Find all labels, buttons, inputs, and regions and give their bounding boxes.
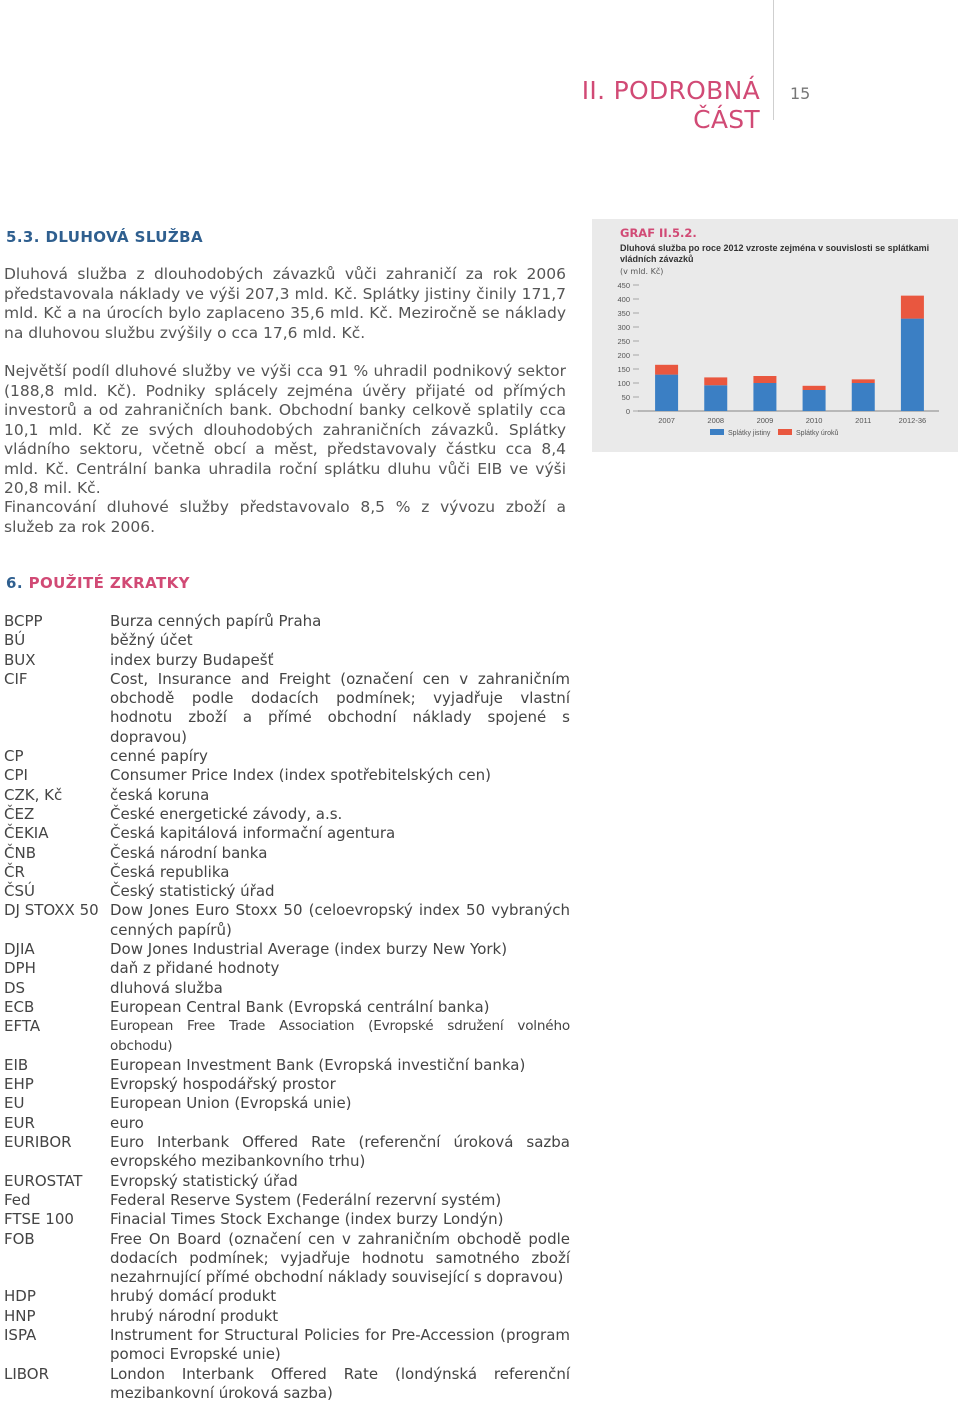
bar-interest	[655, 365, 678, 375]
abbreviation-term: ČNB	[4, 843, 36, 862]
abbreviation-row	[4, 651, 570, 670]
abbreviation-row	[4, 901, 570, 940]
abbreviation-row	[4, 1326, 570, 1365]
chart-unit: (v mld. Kč)	[620, 267, 664, 276]
header-divider	[773, 0, 774, 120]
y-tick-label: 300	[617, 323, 630, 332]
x-tick-label: 2009	[756, 416, 774, 425]
bar-interest	[901, 296, 924, 319]
abbreviation-row	[4, 766, 570, 785]
abbreviation-term: EFTA	[4, 1017, 41, 1036]
x-tick-label: 2008	[707, 416, 725, 425]
abbreviation-definition: hrubý národní produkt	[110, 1306, 279, 1325]
bar-interest	[803, 386, 826, 390]
abbreviation-term: Fed	[4, 1190, 31, 1209]
abbreviation-term: DJIA	[4, 940, 35, 959]
bar-principal	[753, 383, 776, 411]
chapter-title: II. PODROBNÁ ČÁST	[581, 76, 760, 134]
abbreviation-definition: Instrument for Structural Policies for Pre-Accession (program pomoci Evropské unie)	[110, 1325, 570, 1364]
abbreviation-definition: Burza cenných papírů Praha	[110, 612, 322, 630]
abbreviation-definition: London Interbank Offered Rate (londýnská referenční mezibankovní úroková sazba)	[110, 1364, 570, 1402]
y-tick-label: 150	[617, 365, 630, 374]
abbreviation-term: EUR	[4, 1113, 35, 1132]
abbreviation-term: ČSÚ	[4, 882, 35, 901]
abbreviation-term: CZK, Kč	[4, 785, 63, 804]
abbreviation-term: CP	[4, 747, 24, 766]
abbreviation-row	[4, 747, 570, 766]
abbreviation-term: EU	[4, 1094, 25, 1113]
y-tick-label: 400	[617, 295, 630, 304]
abbreviation-row	[4, 1075, 570, 1094]
x-tick-label: 2007	[658, 416, 675, 425]
abbreviation-term: EIB	[4, 1055, 29, 1074]
abbreviation-row	[4, 1133, 570, 1172]
abbreviation-list	[4, 612, 570, 1403]
bar-interest	[704, 377, 727, 385]
y-tick-label: 450	[617, 281, 630, 290]
y-tick-label: 250	[617, 337, 630, 346]
paragraph-1: Dluhová služba z dlouhodobých závazků vůči zahraničí za rok 2006 představovala náklady ve výši 207,3 mld. Kč. Splátky jistiny činily 171,7 mld. Kč a na úrocích bylo zaplaceno 35,6 mld. Kč. Meziročně se náklady na dluhovou službu zvýšily o cca 17,6 mld. Kč.	[4, 265, 566, 342]
abbreviation-definition: České energetické závody, a.s.	[110, 804, 343, 823]
abbreviation-definition: European Union (Evropská unie)	[110, 1094, 352, 1113]
abbreviation-term: CIF	[4, 669, 28, 688]
y-tick-label: 100	[617, 379, 630, 388]
abbreviation-definition: hrubý domácí produkt	[110, 1287, 277, 1306]
abbreviation-definition: index burzy Budapešť	[110, 650, 274, 669]
paragraph-2: Největší podíl dluhové služby ve výši cca 91 % uhradil podnikový sektor (188,8 mld. Kč). Podniky splácely zejména úvěry přijaté od přímých investorů a od zahraničních bank. Obchodní banky celkově splatily cca 10,1 mld. Kč ze svých dlouhodobých zahraničních závazků. Splátky vládního sektoru, včetně obcí a měst, představovaly částku cca 8,4 mld. Kč. Centrální banka uhradila roční splátku dluhu vůči EIB ve výši 20,8 mil. Kč.	[4, 362, 566, 497]
abbreviation-row	[4, 998, 570, 1017]
abbreviation-definition: Evropský hospodářský prostor	[110, 1075, 336, 1094]
abbreviation-definition: Česká národní banka	[110, 843, 268, 862]
y-tick-label: 0	[625, 407, 630, 416]
abbreviation-definition: Český statistický úřad	[110, 882, 275, 901]
abbreviation-term: DPH	[4, 959, 36, 978]
abbreviation-definition: Euro Interbank Offered Rate (referenční úroková sazba evropského mezibankovního trhu)	[110, 1133, 570, 1171]
abbreviation-row	[4, 1191, 570, 1210]
abbreviation-row	[4, 805, 570, 824]
abbreviation-term: EUROSTAT	[4, 1171, 83, 1190]
abbreviation-row	[4, 824, 570, 843]
abbreviation-definition: Finacial Times Stock Exchange (index burzy Londýn)	[110, 1210, 504, 1229]
abbreviation-definition: daň z přidané hodnoty	[110, 959, 280, 978]
abbreviation-row	[4, 612, 570, 631]
abbreviation-row	[4, 940, 570, 959]
y-tick-label: 50	[621, 393, 630, 402]
bar-principal	[901, 319, 924, 411]
abbreviation-term: EURIBOR	[4, 1133, 72, 1152]
legend-label: Splátky úroků	[796, 430, 839, 437]
abbreviation-definition: Free On Board (označení cen v zahraničním obchodě podle dodacích podmínek; vyjadřuje hodnotu samotného zboží nezahrnující přímé obchodní náklady související s dopravou)	[110, 1229, 570, 1287]
legend-label: Splátky jistiny	[728, 430, 771, 437]
abbreviation-row	[4, 979, 570, 998]
section-heading-abbreviations	[6, 574, 190, 592]
abbreviation-term: ECB	[4, 997, 35, 1016]
abbreviation-row	[4, 863, 570, 882]
abbreviation-definition: euro	[110, 1113, 144, 1132]
abbreviation-definition: European Free Trade Association (Evropské sdružení volného obchodu)	[110, 1018, 570, 1054]
section-title: POUŽITÉ ZKRATKY	[28, 574, 190, 592]
abbreviation-term: ČEZ	[4, 804, 35, 823]
x-tick-label: 2010	[805, 416, 823, 425]
abbreviation-term: ČR	[4, 862, 25, 881]
abbreviation-term: HNP	[4, 1306, 36, 1325]
abbreviation-definition: European Central Bank (Evropská centrální banka)	[110, 997, 490, 1016]
abbreviation-term: EHP	[4, 1075, 34, 1094]
abbreviation-definition: Evropský statistický úřad	[110, 1171, 298, 1190]
y-tick-label: 200	[617, 351, 630, 360]
abbreviation-row	[4, 670, 570, 747]
abbreviation-row	[4, 1056, 570, 1075]
abbreviation-row	[4, 1017, 570, 1056]
abbreviation-row	[4, 844, 570, 863]
abbreviation-row	[4, 882, 570, 901]
bar-principal	[852, 383, 875, 411]
abbreviation-term: BUX	[4, 650, 36, 669]
abbreviation-row	[4, 1365, 570, 1403]
abbreviation-definition: běžný účet	[110, 631, 193, 650]
abbreviation-definition: Česká kapitálová informační agentura	[110, 824, 396, 843]
bar-principal	[803, 390, 826, 411]
section-heading-debt-service: 5.3. DLUHOVÁ SLUŽBA	[6, 228, 203, 246]
abbreviation-row	[4, 1094, 570, 1113]
debt-service-chart	[592, 219, 958, 452]
abbreviation-term: ISPA	[4, 1325, 37, 1344]
abbreviation-row	[4, 1114, 570, 1133]
abbreviation-definition: European Investment Bank (Evropská investiční banka)	[110, 1055, 526, 1074]
legend-swatch	[710, 429, 724, 435]
bar-principal	[655, 375, 678, 411]
abbreviation-term: LIBOR	[4, 1364, 50, 1383]
abbreviation-definition: Dow Jones Industrial Average (index burzy New York)	[110, 940, 508, 959]
abbreviation-term: ČEKIA	[4, 824, 49, 843]
paragraph-3: Financování dluhové služby představovalo 8,5 % z vývozu zboží a služeb za rok 2006.	[4, 498, 566, 536]
page-number: 15	[790, 84, 811, 103]
legend-swatch	[778, 429, 792, 435]
abbreviation-term: FTSE 100	[4, 1210, 74, 1229]
bar-interest	[753, 376, 776, 383]
chart-panel	[592, 219, 958, 452]
abbreviation-term: BÚ	[4, 631, 26, 650]
abbreviation-definition: Česká republika	[110, 862, 230, 881]
chart-id: GRAF II.5.2.	[620, 226, 697, 240]
abbreviation-definition: Dow Jones Euro Stoxx 50 (celoevropský index 50 vybraných cenných papírů)	[110, 901, 570, 939]
bar-principal	[704, 385, 727, 411]
abbreviation-row	[4, 1172, 570, 1191]
abbreviation-row	[4, 1230, 570, 1288]
y-tick-label: 350	[617, 309, 630, 318]
abbreviation-term: HDP	[4, 1287, 36, 1306]
abbreviation-definition: Consumer Price Index (index spotřebitelských cen)	[110, 766, 491, 785]
abbreviation-definition: Federal Reserve System (Federální rezervní systém)	[110, 1190, 502, 1209]
abbreviation-row	[4, 786, 570, 805]
abbreviation-term: CPI	[4, 766, 28, 785]
abbreviation-row	[4, 631, 570, 650]
abbreviation-definition: cenné papíry	[110, 747, 208, 766]
abbreviation-definition: dluhová služba	[110, 978, 223, 997]
bar-interest	[852, 379, 875, 383]
abbreviation-definition: česká koruna	[110, 785, 210, 804]
abbreviation-row	[4, 1210, 570, 1229]
section-number: 6.	[6, 574, 23, 592]
abbreviation-row	[4, 1307, 570, 1326]
abbreviation-term: BCPP	[4, 612, 43, 630]
abbreviation-term: DS	[4, 978, 26, 997]
chart-title: Dluhová služba po roce 2012 vzroste zejména v souvislosti se splátkami vládních závazků	[620, 243, 930, 264]
abbreviation-term: FOB	[4, 1229, 35, 1248]
abbreviation-row	[4, 1287, 570, 1306]
abbreviation-definition: Cost, Insurance and Freight (označení cen v zahraničním obchodě podle dodacích podmínek; vyjadřuje vlastní hodnotu zboží a přímé obchodní náklady spojené s dopravou)	[110, 669, 570, 746]
abbreviation-term: DJ STOXX 50	[4, 901, 99, 920]
x-tick-label: 2011	[855, 416, 872, 425]
abbreviation-row	[4, 959, 570, 978]
x-tick-label: 2012-36	[898, 416, 927, 425]
